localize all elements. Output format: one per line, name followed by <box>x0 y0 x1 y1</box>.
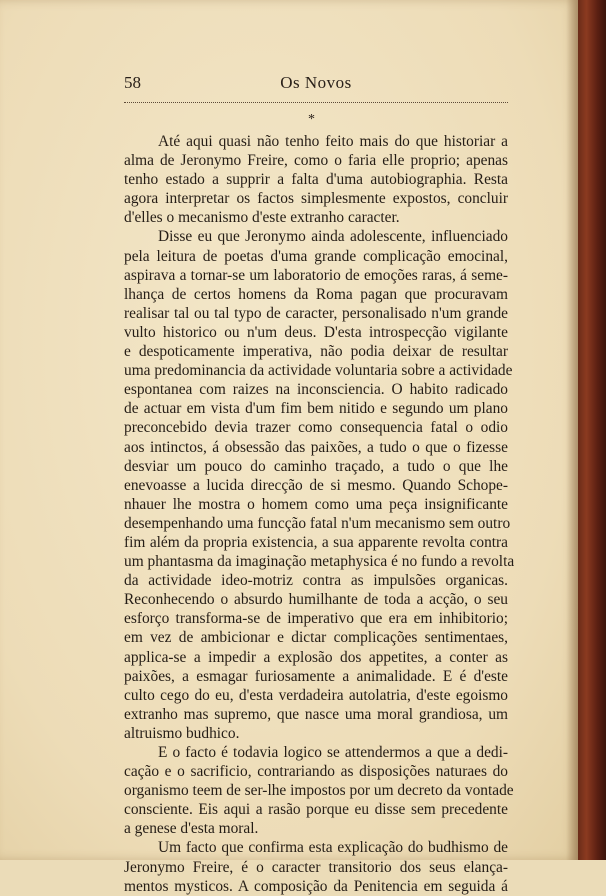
text-line: pela leitura de poetas d'uma grande complicação emocinal, <box>124 247 508 265</box>
text-line: desempenhando uma funcção fatal n'um mecanismo sem outro <box>124 514 511 532</box>
text-line: culto cego do eu, d'esta verdadeira autolatria, d'este egoismo <box>124 686 508 704</box>
text-line: Reconhecendo o absurdo humilhante de toda a acção, o seu <box>124 591 508 609</box>
text-line: Disse eu que Jeronymo ainda adolescente, influenciado <box>158 228 508 246</box>
text-line: aos intinctos, á obsessão das paixões, a tudo o que o fizesse <box>124 438 508 456</box>
text-line: extranho mas supremo, que nasce uma moral grandiosa, um <box>124 705 508 723</box>
text-line: lhança de certos homens da Roma pagan que procuravam <box>124 285 508 303</box>
page-header <box>124 73 508 97</box>
text-line: enevoasse a lucida direcção de si mesmo. Quando Schope- <box>124 476 508 494</box>
text-line: paixões, a esmagar furiosamente a animalidade. E é d'este <box>124 667 508 685</box>
text-line: Jeronymo Freire, é o caracter transitorio dos seus elança- <box>124 858 508 876</box>
text-line: mentos mysticos. A composição da Penitencia em seguida á <box>124 877 508 895</box>
text-line: organismo teem de ser-lhe impostos por um decreto da vontade <box>124 782 514 800</box>
book-cover-edge <box>578 0 606 860</box>
text-line: Até aqui quasi não tenho feito mais do que historiar a <box>158 133 508 150</box>
body-text <box>124 132 515 896</box>
text-line: altruismo budhico. <box>124 724 240 742</box>
text-line: desviar um pouco do caminho traçado, a tudo o que lhe <box>124 457 508 475</box>
text-line: esforço transforma-se de imperativo que era em inhibitorio; <box>124 610 508 628</box>
text-line: alma de Jeronymo Freire, como o faria elle proprio; apenas <box>124 152 508 170</box>
text-line: uma predominancia da actividade voluntaria sobre a actividade <box>124 362 513 380</box>
text-line: E o facto é todavia logico se attendermos a que a dedi- <box>158 744 508 761</box>
text-line: realisar tal ou tal typo de caracter, personalisado n'um grande <box>124 304 508 322</box>
text-line: d'elles o mecanismo d'este extranho caracter. <box>124 209 400 227</box>
text-line: da actividade ideo-motriz contra as impulsões organicas. <box>124 572 508 590</box>
text-line: vulto historico ou n'um deus. D'esta introspecção vigilante <box>124 323 508 341</box>
text-line: applica-se a impedir a explosão dos appetites, a conter as <box>124 648 508 666</box>
text-line: preconcebido devia trazer como consequencia fatal o odio <box>124 419 508 437</box>
text-line: Um facto que confirma esta explicação do budhismo de <box>158 839 508 857</box>
text-line: de actuar em vista d'um fim bem nitido e segundo um plano <box>124 400 508 418</box>
text-line: fim além da propria existencia, a sua apparente revolta contra <box>124 533 508 551</box>
text-line: em vez de ambicionar e dictar complicações sentimentaes, <box>124 629 508 647</box>
running-title: Os Novos <box>280 73 352 92</box>
text-line: aspirava a tornar-se um laboratorio de emoções raras, á seme- <box>124 266 508 284</box>
text-line: tenho estado a supprir a falta d'uma autobiographia. Resta <box>124 171 508 189</box>
text-line: nhauer lhe mostra o homem como uma peça insignificante <box>124 495 508 513</box>
page-number: 58 <box>124 73 141 92</box>
text-line: a genese d'esta moral. <box>124 820 259 838</box>
header-rule <box>124 102 508 103</box>
text-line: um phantasma da imaginação metaphysica é no fundo a revolta <box>124 553 515 571</box>
section-asterisk: * <box>308 112 315 127</box>
text-line: agora interpretar os factos simplesmente expostos, concluir <box>124 190 508 208</box>
text-line: espontanea com raizes na inconsciencia. O habito radicado <box>124 381 508 399</box>
text-line: cação e o sacrificio, contrariando as disposições naturaes do <box>124 763 508 781</box>
text-line: consciente. Eis aqui a rasão porque eu disse sem precedente <box>124 801 508 819</box>
text-line: e despoticamente imperativa, não podia deixar de resultar <box>124 343 508 361</box>
